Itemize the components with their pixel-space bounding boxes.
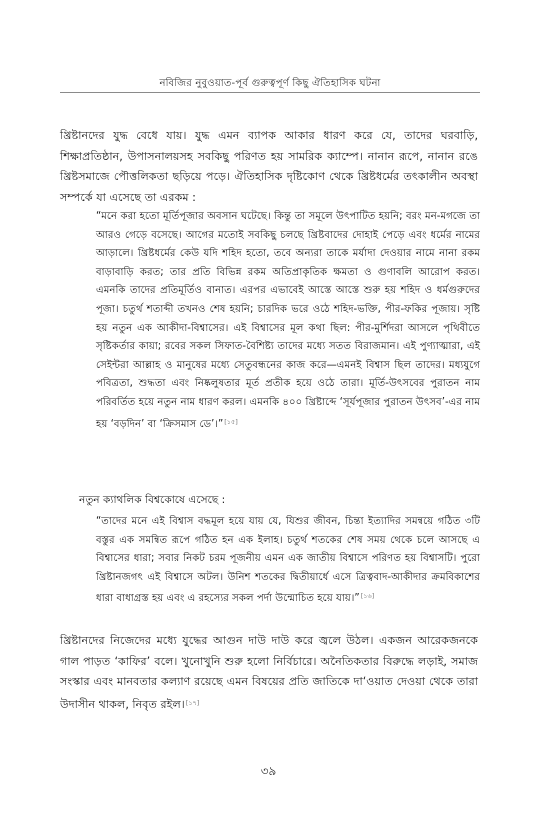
catholic-encyclopedia-lead-text: নতুন ক্যাথলিক বিশ্বকোষে এসেছে : bbox=[79, 494, 226, 506]
catholic-encyclopedia-lead bbox=[79, 491, 479, 509]
footnote-ref-16[interactable]: [১৬] bbox=[360, 592, 375, 601]
footnote-ref-17[interactable]: [১৭] bbox=[185, 698, 200, 707]
block-quote-1 bbox=[96, 208, 480, 434]
final-paragraph bbox=[60, 631, 478, 715]
footnote-ref-15[interactable]: [১৫] bbox=[224, 417, 238, 426]
intro-paragraph bbox=[60, 126, 478, 208]
final-paragraph-text: খ্রিষ্টানদের নিজেদের মধ্যে যুদ্ধের আগুন দাউ দাউ করে জ্বলে উঠল। একজন আরেকজনকে গাল পাড়ত ‘কাফির’ বলে। খুনোখুনি শুরু হলো নির্বিচারে। অনৈতিকতার বিরুদ্ধে লড়াই, সমাজ সংস্কার এবং মানবতার কল্যাণ রয়েছে এমন বিষয়ের প্রতি জাতিকে দা‘ওয়াত দেওয়া থেকে তারা উদাসীন থাকল, নিবৃত রইল। bbox=[60, 634, 478, 711]
page-number: ৩৯ bbox=[260, 764, 277, 778]
header-divider bbox=[60, 92, 480, 93]
running-header: নবিজির নুবুওয়াত-পূর্ব গুরুত্বপূর্ণ কিছু ঐতিহাসিক ঘটনা bbox=[159, 78, 381, 89]
intro-paragraph-text: খ্রিষ্টানদের যুদ্ধ বেধে যায়। যুদ্ধ এমন ব্যাপক আকার ধারণ করে যে, তাদের ঘরবাড়ি, শিক্ষাপ্রতিষ্ঠান, উপাসনালয়সহ সবকিছু পরিণত হয় সামরিক ক্যাম্পে। নানান রূপে, নানান রঙে খ্রিষ্টসমাজে পৌত্তলিকতা ছড়িয়ে পড়ে। ঐতিহাসিক দৃষ্টিকোণ থেকে খ্রিষ্টধর্মের তৎকালীন অবস্থা সম্পর্কে যা এসেছে তা এরকম : bbox=[60, 129, 478, 204]
block-quote-1-text: “মনে করা হতো মূর্তিপূজার অবসান ঘটেছে। কিন্তু তা সমূলে উৎপাটিত হয়নি; বরং মন-মগজে তা আরও গেড়ে বসেছে। আগের মতোই সবকিছু চলছে খ্রিষ্টবাদের দোহাই পেড়ে এবং ধর্মের নামের আড়ালে। খ্রিষ্টধর্মের কেউ যদি শহিদ হতো, তবে অন্যরা তাকে মর্যাদা দেওয়ার নামে নানা রকম বাড়াবাড়ি করত; তার প্রতি বিভিন্ন রকম অতিপ্রাকৃতিক ক্ষমতা ও গুণাবলি আরোপ করত। এমনকি তাদের প্রতিমূর্তিও বানাত। এরপর এভাবেই আস্তে আস্তে শুরু হয় শহিদ ও ধর্মগুরুদের পূজা। চতুর্থ শতাব্দী তখনও শেষ হয়নি; চারদিক ভরে ওঠে শহিদ-ভক্তি, পীর-ফকির পূজায়। সৃষ্টি হয় নতুন এক আকীদা-বিশ্বাসের। এই বিশ্বাসের মূল কথা ছিল: পীর-মুর্শিদরা আসলে পৃথিবীতে সৃষ্টিকর্তার কায়া; রবের সকল সিফাত-বৈশিষ্ট্য তাদের মধ্যে সতত বিরাজমান। এই পুণ্যাত্মারা, এই সেইন্টরা আল্লাহ ও মানুষের মধ্যে সেতুবন্ধনের কাজ করে—এমনই বিশ্বাস ছিল তাদের। মধ্যযুগে পবিত্রতা, শুদ্ধতা এবং নিষ্কলুষতার মূর্ত প্রতীক হয়ে ওঠে তারা। মূর্তি-উৎসবের পুরাতন নাম পরিবর্তিত হয়ে নতুন নাম ধারণ করল। এমনকি ৪০০ খ্রিষ্টাব্দে ‘সূর্যপূজার পুরাতন উৎসব’-এর নাম হয় ‘বড়দিন’ বা ‘ক্রিসমাস ডে’।” bbox=[96, 211, 480, 430]
block-quote-2-text: “তাদের মনে এই বিশ্বাস বদ্ধমূল হয়ে যায় যে, যিশুর জীবন, চিন্তা ইত্যাদির সমন্বয়ে গঠিত ৩টি বস্তুর এক সমন্বিত রূপে গঠিত হন এক ইলাহ। চতুর্থ শতকের শেষ সময় থেকে চলে আসছে এ বিশ্বাসের ধারা; সবার নিকট চরম পূজনীয় এমন এক জাতীয় বিশ্বাসে পরিণত হয় বিশ্বাসটি। পুরো খ্রিষ্টানজগৎ এই বিশ্বাসে অটল। উনিশ শতকের দ্বিতীয়ার্ধে এসে ত্রিত্ববাদ-আকীদার ক্রমবিকাশের ধারা বাধাগ্রস্ত হয় এবং এ রহস্যের সকল পর্দা উন্মোচিত হয়ে যায়।” bbox=[96, 516, 480, 605]
block-quote-2 bbox=[96, 513, 480, 609]
